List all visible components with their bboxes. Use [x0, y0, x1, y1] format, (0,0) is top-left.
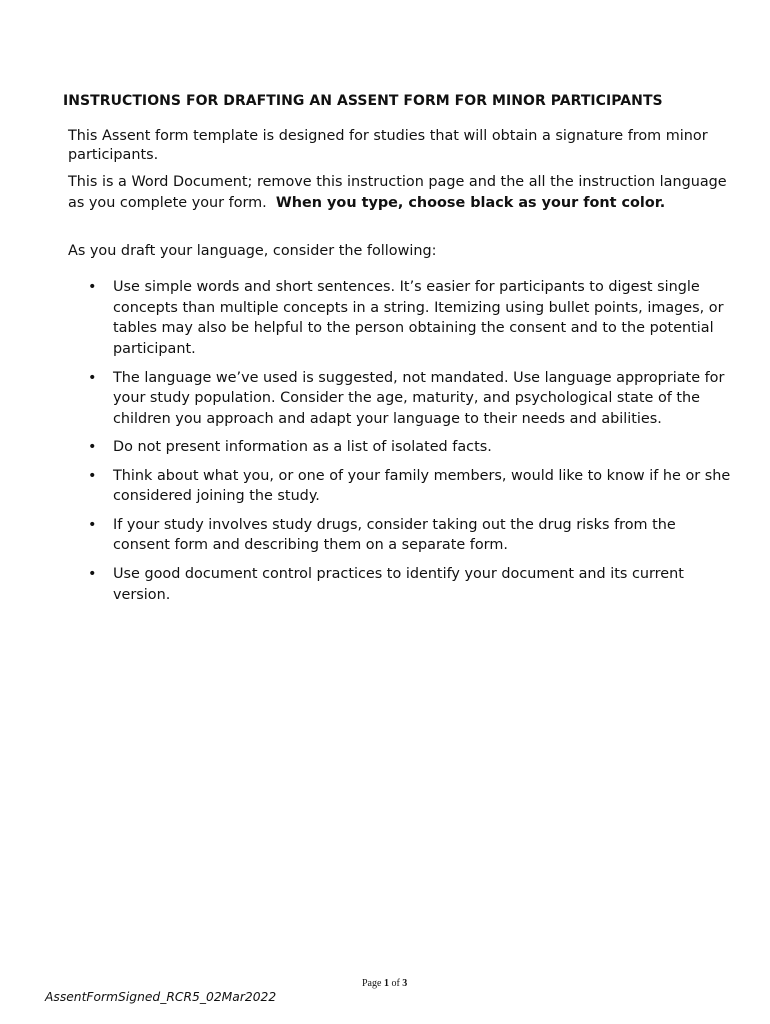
bullet-icon: •	[88, 439, 97, 456]
list-item	[68, 564, 733, 605]
word-note-text: This is a Word Document; remove this instruction page and the all the instruction language as you complete your form.	[68, 174, 727, 211]
list-item-text: Do not present information as a list of isolated facts.	[113, 439, 492, 456]
guideline-list	[68, 277, 733, 613]
list-item	[68, 437, 733, 458]
intro-paragraph: This Assent form template is designed for studies that will obtain a signature from minor participants.	[68, 128, 708, 163]
list-item-text: If your study involves study drugs, consider taking out the drug risks from the consent form and describing them on a separate form.	[113, 516, 676, 554]
list-item-text: The language we’ve used is suggested, not mandated. Use language appropriate for your study population. Consider the age, maturity, and psychological state of the children you approach and adapt your language to their needs and abilities.	[113, 369, 725, 427]
page-current: 1	[383, 978, 389, 989]
bullet-icon: •	[88, 516, 97, 533]
list-item	[68, 368, 733, 430]
bullet-icon: •	[88, 279, 97, 295]
list-item-text: Use good document control practices to identify your document and its current version.	[113, 565, 684, 603]
list-item-text: Think about what you, or one of your family members, would like to know if he or she considered joining the study.	[113, 467, 731, 505]
document-filename: AssentFormSigned_RCR5_02Mar2022	[45, 990, 277, 1004]
list-item	[68, 515, 733, 556]
list-item	[68, 466, 733, 507]
page-number	[362, 978, 407, 989]
bullet-icon: •	[88, 369, 97, 386]
bullet-icon: •	[88, 467, 97, 484]
list-item	[68, 277, 733, 360]
page-word: Page	[362, 978, 382, 989]
list-item-text: Use simple words and short sentences. It’s easier for participants to digest single concepts than multiple concepts in a string. Itemizing using bullet points, images, or tables may also be helpful to the person obtaining the consent and to the potential participant.	[113, 279, 724, 358]
bullet-icon: •	[88, 565, 97, 582]
consider-paragraph: As you draft your language, consider the following:	[68, 243, 437, 259]
font-color-instruction: When you type, choose black as your font color.	[275, 194, 666, 211]
word-note-paragraph	[68, 172, 733, 213]
page-total: 3	[402, 978, 408, 989]
page-title: INSTRUCTIONS FOR DRAFTING AN ASSENT FORM FOR MINOR PARTICIPANTS	[63, 93, 663, 109]
page-of: of	[391, 978, 400, 989]
